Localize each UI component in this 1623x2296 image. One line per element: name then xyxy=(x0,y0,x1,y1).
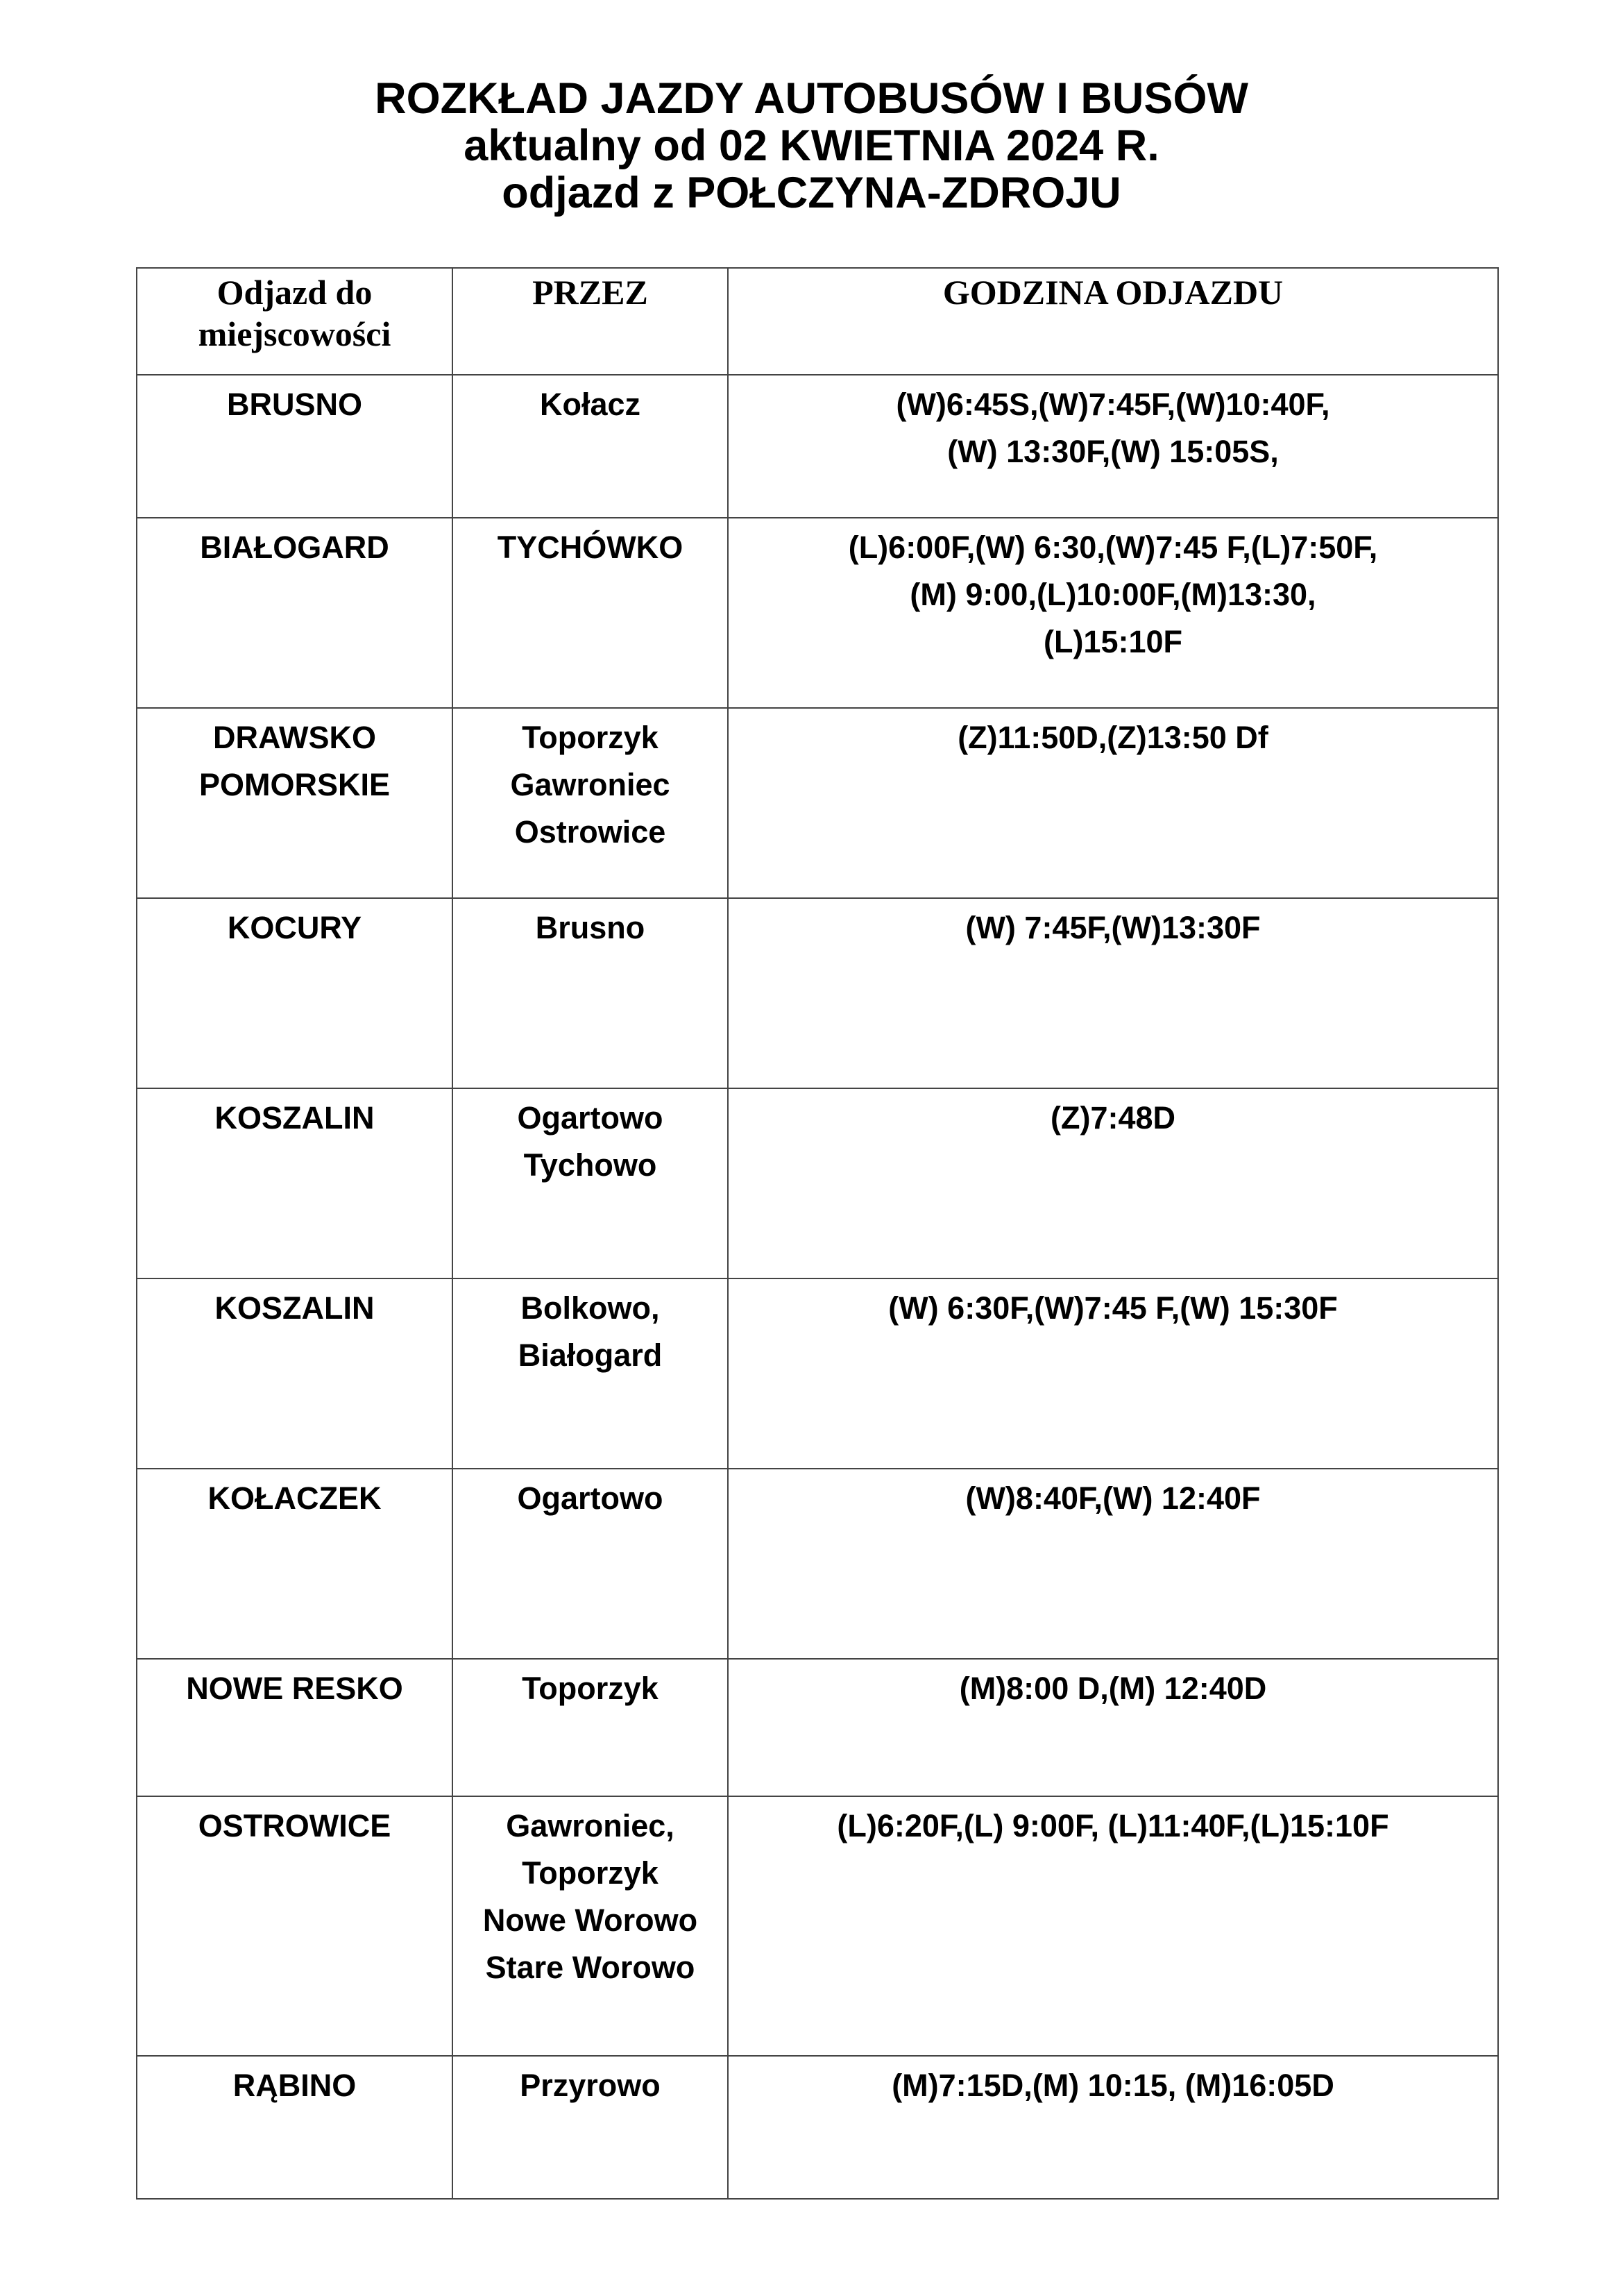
times-text: (W) 7:45F,(W)13:30F xyxy=(965,910,1261,945)
via-text: TYCHÓWKO xyxy=(497,530,683,565)
destination-text: KOŁACZEK xyxy=(207,1480,382,1516)
table-row xyxy=(137,708,1498,898)
cell-destination xyxy=(137,375,452,518)
cell-destination xyxy=(137,1278,452,1469)
via-text: Brusno xyxy=(535,910,645,945)
via-text: Ostrowice xyxy=(514,814,666,850)
cell-via xyxy=(452,898,728,1088)
cell-via xyxy=(452,1088,728,1278)
cell-destination xyxy=(137,1796,452,2056)
destination-text: BRUSNO xyxy=(226,387,362,422)
times-text: (Z)11:50D,(Z)13:50 Df xyxy=(958,720,1268,755)
via-text: Kołacz xyxy=(539,387,641,422)
cell-times xyxy=(728,2056,1498,2199)
times-text: (M)7:15D,(M) 10:15, (M)16:05D xyxy=(892,2068,1334,2103)
cell-via xyxy=(452,1659,728,1796)
title-line-2: aktualny od 02 KWIETNIA 2024 R. xyxy=(464,121,1159,170)
document-title xyxy=(0,75,1623,217)
table-row xyxy=(137,2056,1498,2199)
cell-times xyxy=(728,1278,1498,1469)
destination-text: OSTROWICE xyxy=(198,1808,391,1843)
destination-text: KOCURY xyxy=(227,910,362,945)
table-row xyxy=(137,375,1498,518)
via-text: Ogartowo xyxy=(517,1100,663,1136)
cell-destination xyxy=(137,708,452,898)
via-text: Przyrowo xyxy=(520,2068,661,2103)
times-text: (L)15:10F xyxy=(1043,624,1183,659)
header-row xyxy=(137,268,1498,375)
via-text: Bolkowo, xyxy=(520,1290,660,1326)
header-via: PRZEZ xyxy=(452,268,728,375)
destination-text: BIAŁOGARD xyxy=(200,530,389,565)
times-text: (M) 9:00,(L)10:00F,(M)13:30, xyxy=(910,577,1316,612)
cell-via xyxy=(452,1796,728,2056)
cell-times xyxy=(728,898,1498,1088)
destination-text: DRAWSKO xyxy=(213,720,376,755)
cell-via xyxy=(452,1278,728,1469)
cell-times xyxy=(728,1088,1498,1278)
table-row xyxy=(137,518,1498,708)
table-row xyxy=(137,1088,1498,1278)
cell-times xyxy=(728,1469,1498,1659)
via-text: Gawroniec xyxy=(510,767,670,802)
via-text: Białogard xyxy=(518,1337,663,1373)
table-row xyxy=(137,1796,1498,2056)
cell-destination xyxy=(137,1088,452,1278)
cell-destination xyxy=(137,898,452,1088)
cell-times xyxy=(728,518,1498,708)
times-text: (W) 13:30F,(W) 15:05S, xyxy=(947,434,1279,469)
table-row xyxy=(137,898,1498,1088)
schedule-table xyxy=(136,267,1499,2200)
destination-text: KOSZALIN xyxy=(214,1290,375,1326)
times-text: (M)8:00 D,(M) 12:40D xyxy=(959,1671,1267,1706)
cell-via xyxy=(452,1469,728,1659)
via-text: Gawroniec, xyxy=(506,1808,674,1843)
times-text: (W)6:45S,(W)7:45F,(W)10:40F, xyxy=(896,387,1330,422)
cell-via xyxy=(452,708,728,898)
via-text: Toporzyk xyxy=(522,720,658,755)
cell-destination xyxy=(137,1469,452,1659)
cell-times xyxy=(728,708,1498,898)
destination-text: KOSZALIN xyxy=(214,1100,375,1136)
times-text: (Z)7:48D xyxy=(1050,1100,1176,1136)
times-text: (W) 6:30F,(W)7:45 F,(W) 15:30F xyxy=(888,1290,1338,1326)
cell-via xyxy=(452,375,728,518)
cell-via xyxy=(452,518,728,708)
destination-text: POMORSKIE xyxy=(198,767,391,802)
cell-destination xyxy=(137,518,452,708)
cell-destination xyxy=(137,1659,452,1796)
times-text: (W)8:40F,(W) 12:40F xyxy=(965,1480,1261,1516)
cell-times xyxy=(728,1796,1498,2056)
table-row xyxy=(137,1469,1498,1659)
header-times: GODZINA ODJAZDU xyxy=(728,268,1498,375)
times-text: (L)6:20F,(L) 9:00F, (L)11:40F,(L)15:10F xyxy=(837,1808,1389,1843)
cell-times xyxy=(728,1659,1498,1796)
cell-times xyxy=(728,375,1498,518)
via-text: Toporzyk xyxy=(522,1671,658,1706)
destination-text: NOWE RESKO xyxy=(186,1671,403,1706)
via-text: Tychowo xyxy=(523,1147,657,1183)
table-row xyxy=(137,1659,1498,1796)
cell-via xyxy=(452,2056,728,2199)
destination-text: RĄBINO xyxy=(232,2068,357,2103)
via-text: Toporzyk xyxy=(522,1855,658,1891)
via-text: Nowe Worowo xyxy=(482,1902,698,1938)
title-line-1: ROZKŁAD JAZDY AUTOBUSÓW I BUSÓW xyxy=(375,74,1248,123)
table-row xyxy=(137,1278,1498,1469)
via-text: Ogartowo xyxy=(517,1480,663,1516)
header-destination: Odjazd do miejscowości xyxy=(137,268,452,375)
times-text: (L)6:00F,(W) 6:30,(W)7:45 F,(L)7:50F, xyxy=(848,530,1378,565)
via-text: Stare Worowo xyxy=(485,1950,695,1985)
cell-destination xyxy=(137,2056,452,2199)
title-line-3: odjazd z POŁCZYNA-ZDROJU xyxy=(502,169,1121,217)
